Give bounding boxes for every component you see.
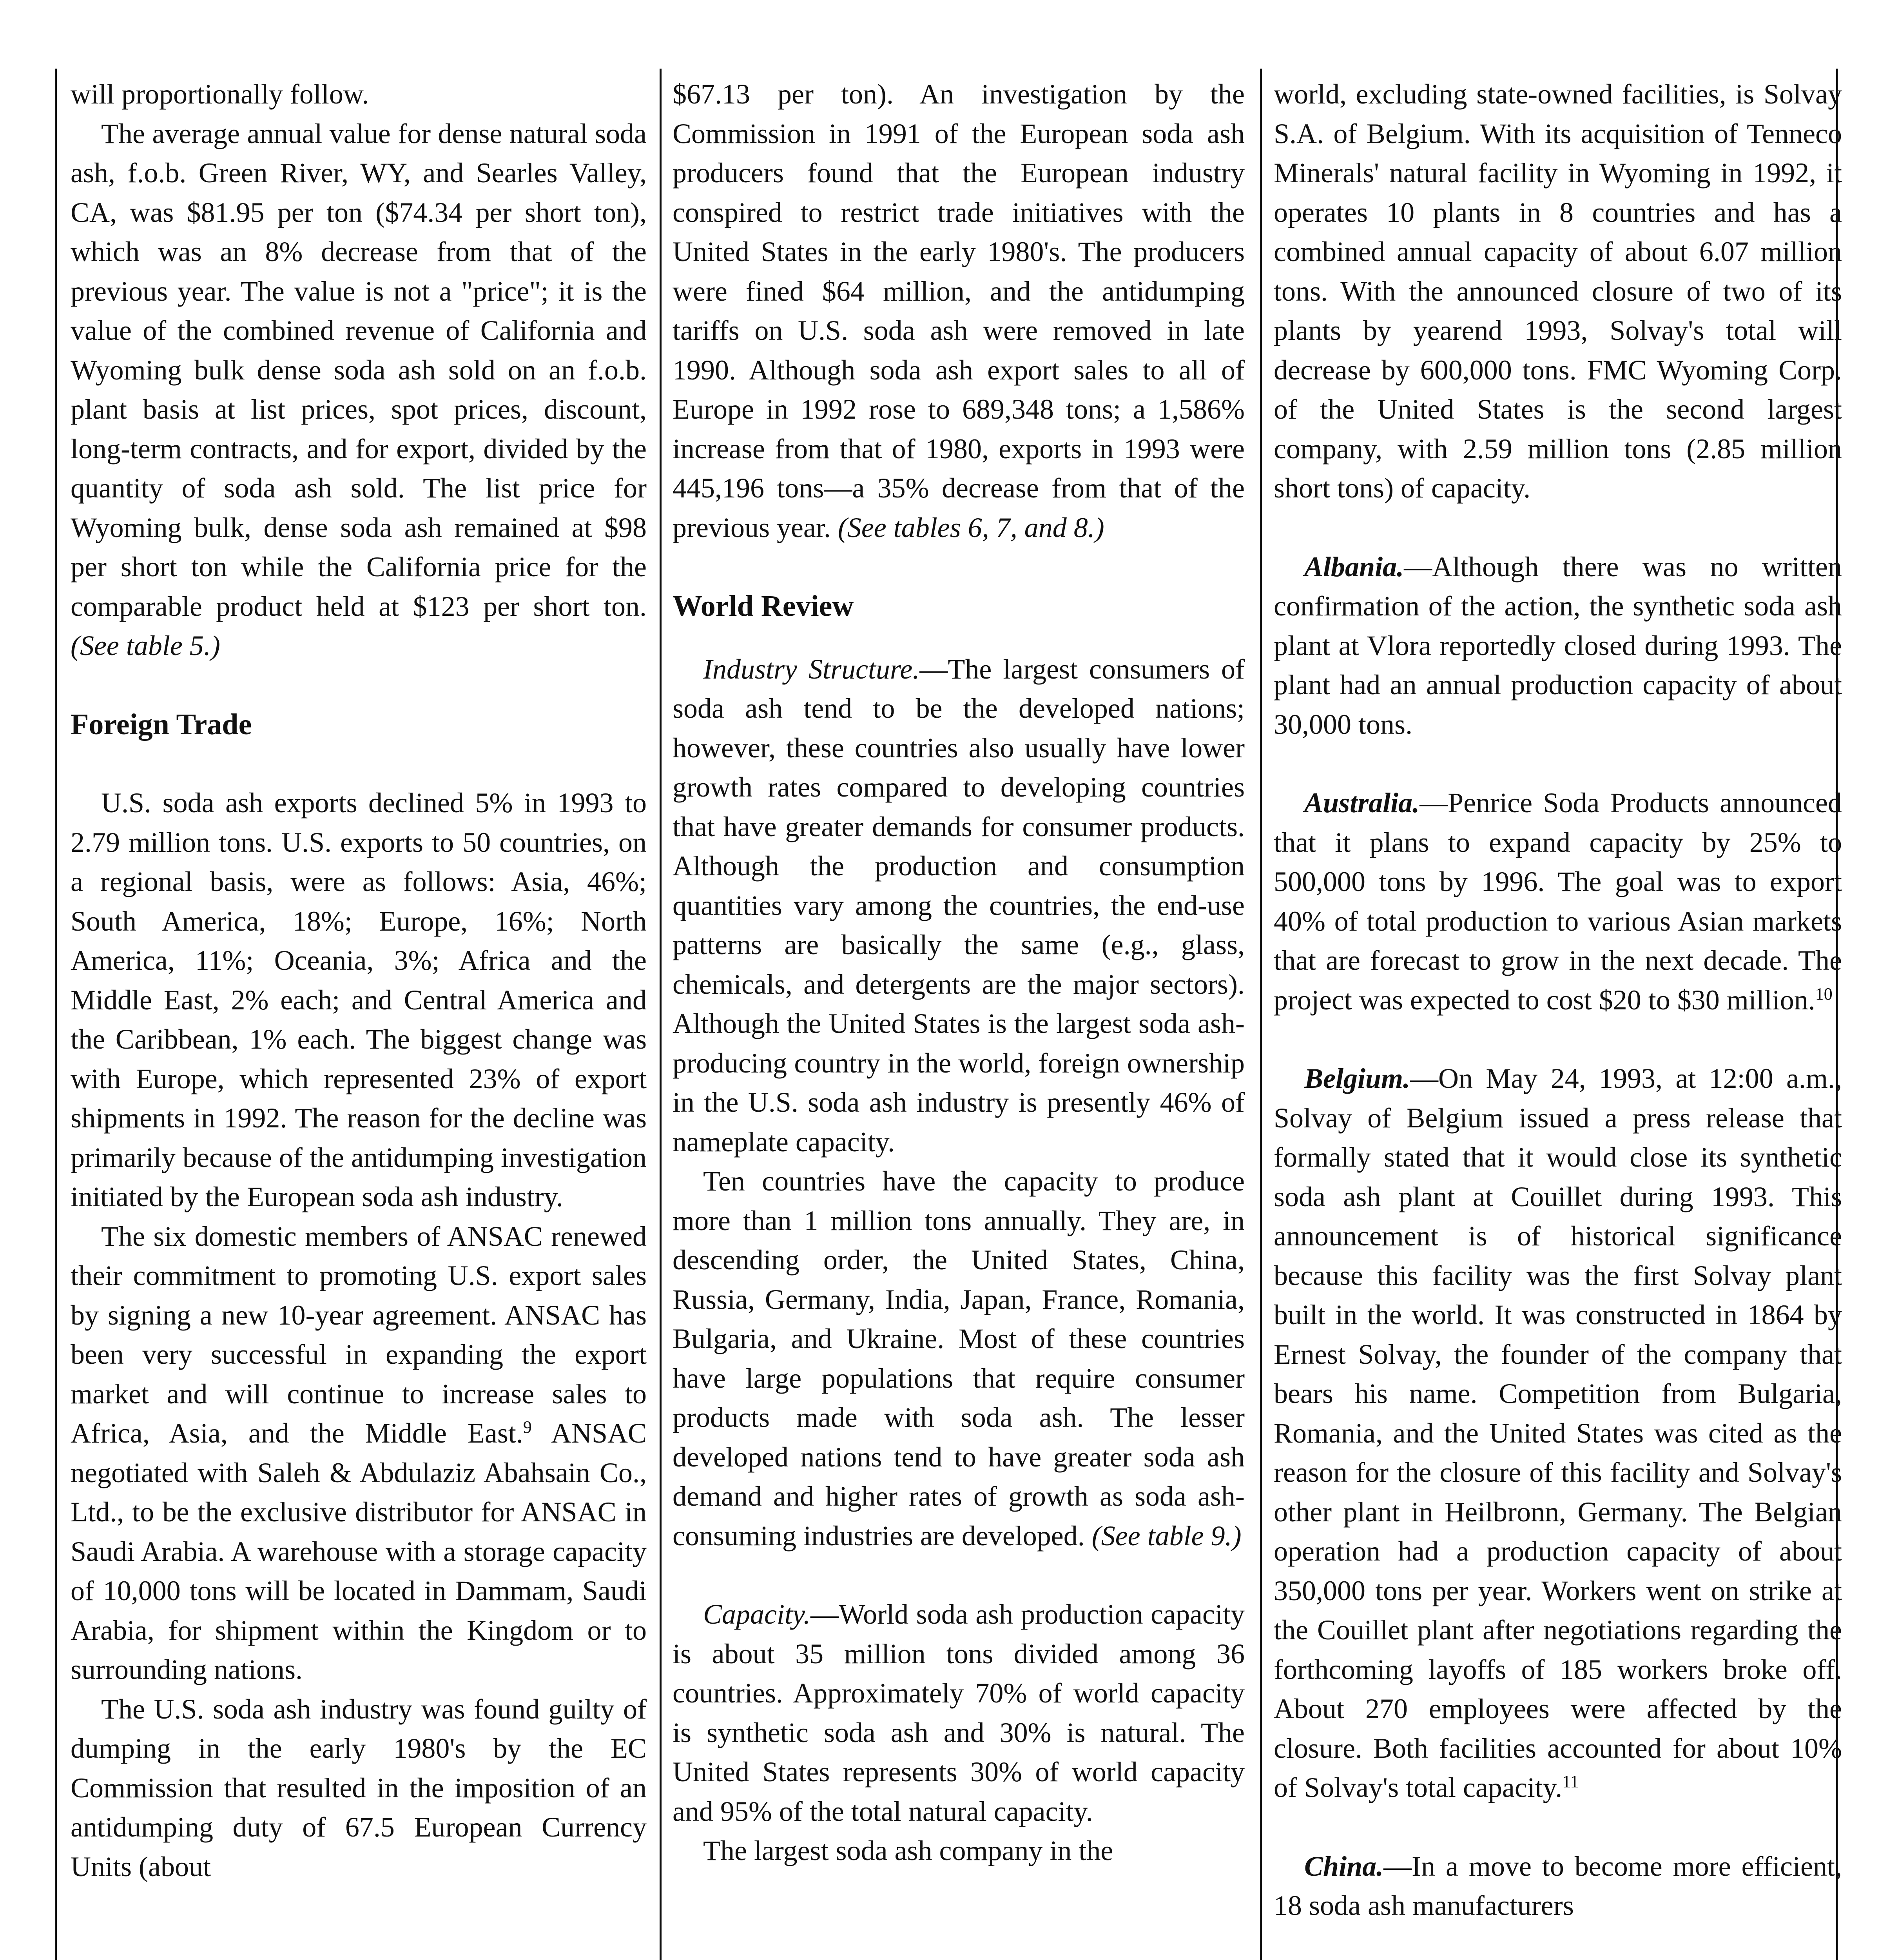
table-reference: (See table 9.) [1091, 1520, 1242, 1552]
subheading-belgium: Belgium. [1304, 1063, 1410, 1094]
subheading-albania: Albania. [1304, 551, 1404, 583]
paragraph: world, excluding state-owned facilities, is Solvay S.A. of Belgium. With its acquisition of Tenneco Minerals' natural facility in Wyoming in 1992, it operates 10 plants in 8 countries and has a combined annual capacity of about 6.07 million tons. With the announced closure of two of its plants by yearend 1993, Solvay's total will decrease by 600,000 tons. FMC Wyoming Corp. of the United States is the second largest company, with 2.59 million tons (2.85 million short tons) of capacity. [1274, 78, 1842, 504]
subheading-china: China. [1304, 1850, 1384, 1882]
paragraph: The six domestic members of ANSAC renewed their commitment to promoting U.S. export sales by signing a new 10-year agreement. ANSAC has been very successful in expanding the export market and will continue to increase sales to Africa, Asia, and the Middle East.$^9$ ANSAC negotiated with Saleh & Abdulaziz Abahsain Co., Ltd., to be the exclusive distributor for ANSAC in Saudi Arabia. A warehouse with a storage capacity of 10,000 tons will be located in Dammam, Saudi Arabia, for shipment within the Kingdom or to surrounding nations. [71, 1220, 647, 1685]
paragraph: China.—In a move to become more efficient, 18 soda ash manufacturers [1274, 1850, 1842, 1921]
paragraph: U.S. soda ash exports declined 5% in 1993 to 2.79 million tons. U.S. exports to 50 countries, on a regional basis, were as follows: Asia, 46%; South America, 18%; Europe, 16%; North America, 11%; Oceania, 3%; Africa and the Middle East, 2% each; and Central America and the Caribbean, 1% each. The biggest change was with Europe, which represented 23% of export shipments in 1992. The reason for the decline was primarily because of the antidumping investigation initiated by the European soda ash industry. [71, 787, 647, 1212]
column-rule-left [55, 69, 57, 1960]
paragraph: Ten countries have the capacity to produce more than 1 million tons annually. They are, in descending order, the United States, China, Russia, Germany, India, Japan, France, Romania, Bulgaria, and Ukraine. Most of these countries have large populations that require consumer products made with soda ash. The lesser developed nations tend to have greater soda ash demand and higher rates of growth as soda ash-consuming industries are developed. (See table 9.) [673, 1165, 1245, 1552]
table-reference: (See tables 6, 7, and 8.) [838, 512, 1104, 543]
column-rule-1 [660, 69, 662, 1960]
paragraph: The average annual value for dense natural soda ash, f.o.b. Green River, WY, and Searles Valley, CA, was $81.95 per ton ($74.34 per short ton), which was an 8% decrease from that of the previous year. The value is not a "price"; it is the value of the combined revenue of California and Wyoming bulk dense soda ash sold on an f.o.b. plant basis at list prices, spot prices, discount, long-term contracts, and for export, divided by the quantity of soda ash sold. The list price for Wyoming bulk, dense soda ash remained at $98 per short ton while the California price for the comparable product held at $123 per short ton. (See table 5.) [71, 118, 647, 661]
footnote-marker: 11 [1562, 1772, 1579, 1791]
section-heading-world-review: World Review [673, 590, 854, 622]
section-heading-foreign-trade: Foreign Trade [71, 708, 252, 741]
paragraph: Albania.—Although there was no written confirmation of the action, the synthetic soda ash plant at Vlora reportedly closed during 1993. The plant had an annual production capacity of about 30,000 tons. [1274, 551, 1842, 740]
subheading-australia: Australia. [1304, 787, 1420, 818]
paragraph: Industry Structure.—The largest consumers of soda ash tend to be the developed nations; however, these countries also usually have lower growth rates compared to developing countries that have greater demands for consumer products. Although the production and consumption quantities vary among the countries, the end-use patterns are basically the same (e.g., glass, chemicals, and detergents are the major sectors). Although the United States is the largest soda ash-producing country in the world, foreign ownership in the U.S. soda ash industry is presently 46% of nameplate capacity. [673, 653, 1245, 1158]
paragraph: The U.S. soda ash industry was found guilty of dumping in the early 1980's by the EC Commission that resulted in the imposition of an antidumping duty of 67.5 European Currency Units (about [71, 1693, 647, 1882]
table-reference: (See table 5.) [71, 630, 220, 661]
paragraph: $67.13 per ton). An investigation by the Commission in 1991 of the European soda ash producers found that the European industry conspired to restrict trade initiatives with the United States in the early 1980's. The producers were fined $64 million, and the antidumping tariffs on U.S. soda ash were removed in late 1990. Although soda ash export sales to all of Europe in 1992 rose to 689,348 tons; a 1,586% increase from that of 1980, exports in 1993 were 445,196 tons—a 35% decrease from that of the previous year. (See tables 6, 7, and 8.) [673, 78, 1245, 543]
paragraph: will proportionally follow. [71, 78, 369, 110]
paragraph: Belgium.—On May 24, 1993, at 12:00 a.m., Solvay of Belgium issued a press release that formally stated that it would close its synthetic soda ash plant at Couillet during 1993. This announcement is of historical significance because this facility was the first Solvay plant built in the world. It was constructed in 1864 by Ernest Solvay, the founder of the company that bears his name. Competition from Bulgaria, Romania, and the United States was cited as the reason for the closure of this facility and Solvay's other plant in Heilbronn, Germany. The Belgian operation had a production capacity of about 350,000 tons per year. Workers went on strike at the Couillet plant after negotiations regarding the forthcoming layoffs of 185 workers broke off. About 270 employees were affected by the closure. Both facilities accounted for about 10% of Solvay's total capacity.$^{11}$ [1274, 1063, 1842, 1803]
text-column-2 [673, 74, 1245, 1960]
text-column-1 [71, 74, 647, 1960]
text-column-3 [1274, 74, 1842, 1960]
subheading-industry-structure: Industry Structure. [703, 653, 920, 685]
paragraph: Australia.—Penrice Soda Products announced that it plans to expand capacity by 25% to 500,000 tons by 1996. The goal was to export 40% of total production to various Asian markets that are forecast to grow in the next decade. The project was expected to cost $20 to $30 million.$^{10}$ [1274, 787, 1842, 1016]
footnote-marker: 9 [523, 1417, 532, 1437]
column-rule-2 [1260, 69, 1262, 1960]
subheading-capacity: Capacity. [703, 1599, 810, 1630]
footnote-marker: 10 [1815, 984, 1833, 1004]
paragraph: Capacity.—World soda ash production capacity is about 35 million tons divided among 36 countries. Approximately 70% of world capacity is synthetic soda ash and 30% is natural. The United States represents 30% of world capacity and 95% of the total natural capacity. [673, 1599, 1245, 1827]
paragraph: The largest soda ash company in the [703, 1835, 1113, 1866]
